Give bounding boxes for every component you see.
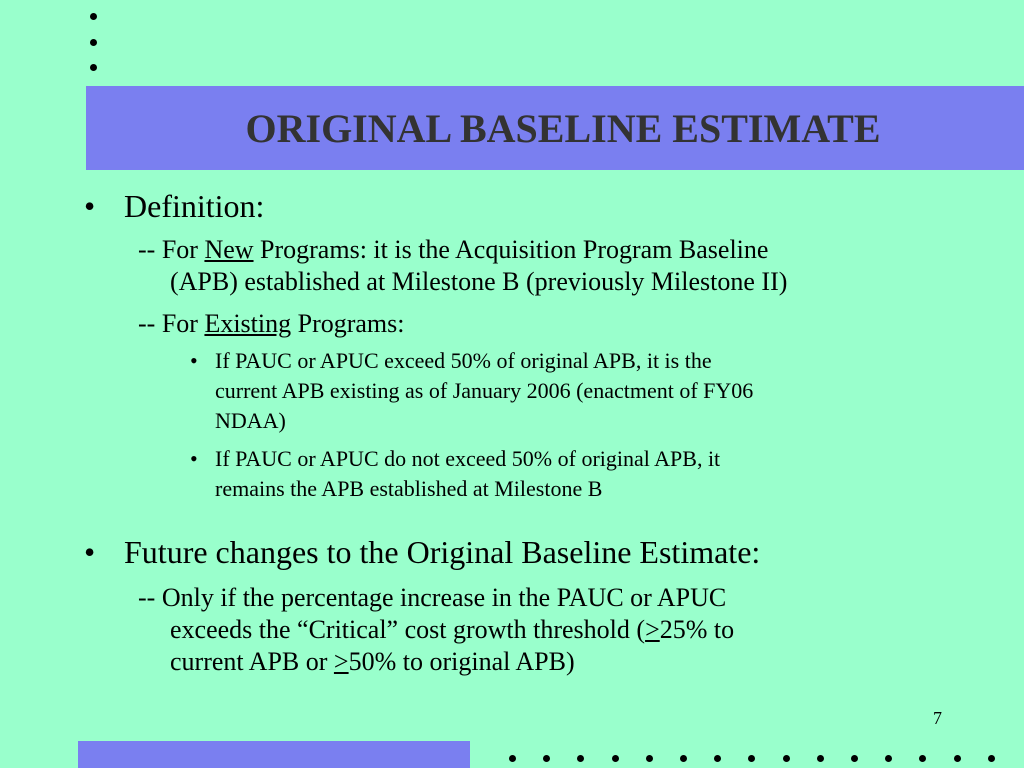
greater-than-symbol: > <box>645 615 660 644</box>
future-changes-line2: exceeds the “Critical” cost growth threshold ( <box>170 615 646 644</box>
new-programs-text-line1: Programs: it is the Acquisition Program Baseline <box>253 235 769 264</box>
future-changes-line2-after: 25% to <box>659 615 735 644</box>
decorative-dot <box>954 755 961 762</box>
new-label: New <box>204 235 254 264</box>
bullet-icon: • <box>190 348 198 373</box>
decorative-dot <box>714 755 721 762</box>
title-band <box>86 86 1024 170</box>
decorative-dot <box>509 755 516 762</box>
bottom-band <box>78 741 470 768</box>
future-changes-line3-after: 50% to original APB) <box>348 647 575 676</box>
new-programs-prefix: -- For <box>138 235 205 264</box>
sub-item-line: If PAUC or APUC exceed 50% of original APB, it is the <box>215 348 712 373</box>
decorative-dot <box>919 755 926 762</box>
existing-sub-item <box>84 444 984 504</box>
sub-item-line: If PAUC or APUC do not exceed 50% of original APB, it <box>215 446 721 471</box>
future-changes-line3-before: current APB or <box>170 647 334 676</box>
decorative-dot <box>543 755 550 762</box>
new-programs-item <box>84 234 984 298</box>
decorative-dot <box>748 755 755 762</box>
new-programs-text-line2: (APB) established at Milestone B (previously Milestone II) <box>170 267 788 296</box>
existing-programs-item <box>84 308 984 340</box>
existing-programs-suffix: Programs: <box>291 309 405 338</box>
greater-than-symbol: > <box>333 647 349 676</box>
decorative-dot <box>577 755 584 762</box>
existing-programs-prefix: -- For <box>138 309 205 338</box>
decorative-dot <box>783 755 790 762</box>
slide-body <box>84 188 984 678</box>
decorative-dot <box>612 755 619 762</box>
bullet-icon: • <box>84 534 96 570</box>
decorative-dot <box>90 64 97 71</box>
definition-bullet <box>84 188 984 224</box>
bullet-icon: • <box>190 446 198 471</box>
decorative-dot <box>817 755 824 762</box>
future-changes-item <box>84 582 984 678</box>
decorative-dot <box>90 39 97 46</box>
future-changes-bullet <box>84 534 984 570</box>
decorative-dot <box>851 755 858 762</box>
existing-label: Existing <box>204 309 292 338</box>
future-changes-heading: Future changes to the Original Baseline Estimate: <box>124 534 761 570</box>
decorative-dot <box>885 755 892 762</box>
definition-heading: Definition: <box>124 188 265 224</box>
page-number: 7 <box>933 708 942 728</box>
decorative-dot <box>90 13 97 20</box>
decorative-dot <box>680 755 687 762</box>
slide-title: ORIGINAL BASELINE ESTIMATE <box>245 105 881 151</box>
sub-item-line: remains the APB established at Milestone B <box>215 476 603 501</box>
existing-sub-item <box>84 346 984 436</box>
sub-item-line: current APB existing as of January 2006 (enactment of FY06 <box>215 378 754 403</box>
decorative-dot <box>646 755 653 762</box>
decorative-dot <box>988 755 995 762</box>
sub-item-line: NDAA) <box>215 408 286 433</box>
future-changes-line1: -- Only if the percentage increase in the PAUC or APUC <box>138 583 727 612</box>
bullet-icon: • <box>84 188 96 224</box>
